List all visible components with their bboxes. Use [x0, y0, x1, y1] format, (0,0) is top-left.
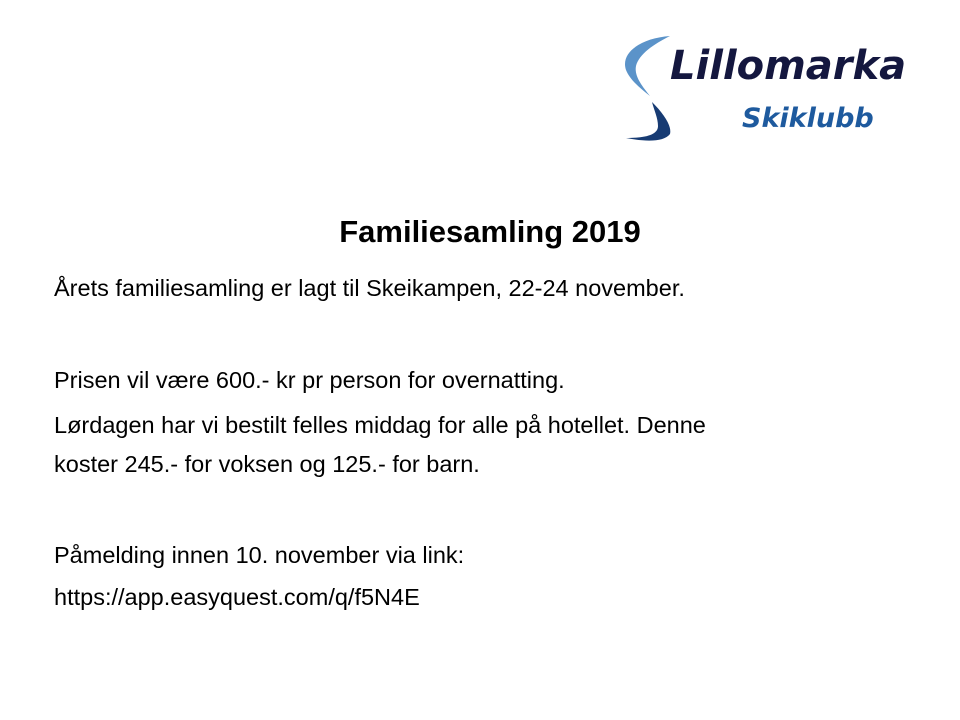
paragraph-price: Prisen vil være 600.- kr pr person for overnatting.: [54, 367, 565, 393]
logo-title: Lillomarka: [670, 43, 907, 89]
paragraph-registration: Påmelding innen 10. november via link:: [54, 542, 465, 568]
logo-subtitle: Skiklubb: [742, 103, 874, 134]
registration-link[interactable]: https://app.easyquest.com/q/f5N4E: [54, 584, 420, 610]
paragraph-dinner-price: koster 245.- for voksen og 125.- for barn.: [54, 451, 480, 477]
registration-link-line: [54, 577, 420, 617]
paragraph-dinner: Lørdagen har vi bestilt felles middag for alle på hotellet. Denne: [54, 412, 706, 438]
document-title: Familiesamling 2019: [339, 214, 641, 249]
club-logo: [612, 30, 912, 150]
paragraph-location: Årets familiesamling er lagt til Skeikampen, 22-24 november.: [54, 275, 685, 301]
